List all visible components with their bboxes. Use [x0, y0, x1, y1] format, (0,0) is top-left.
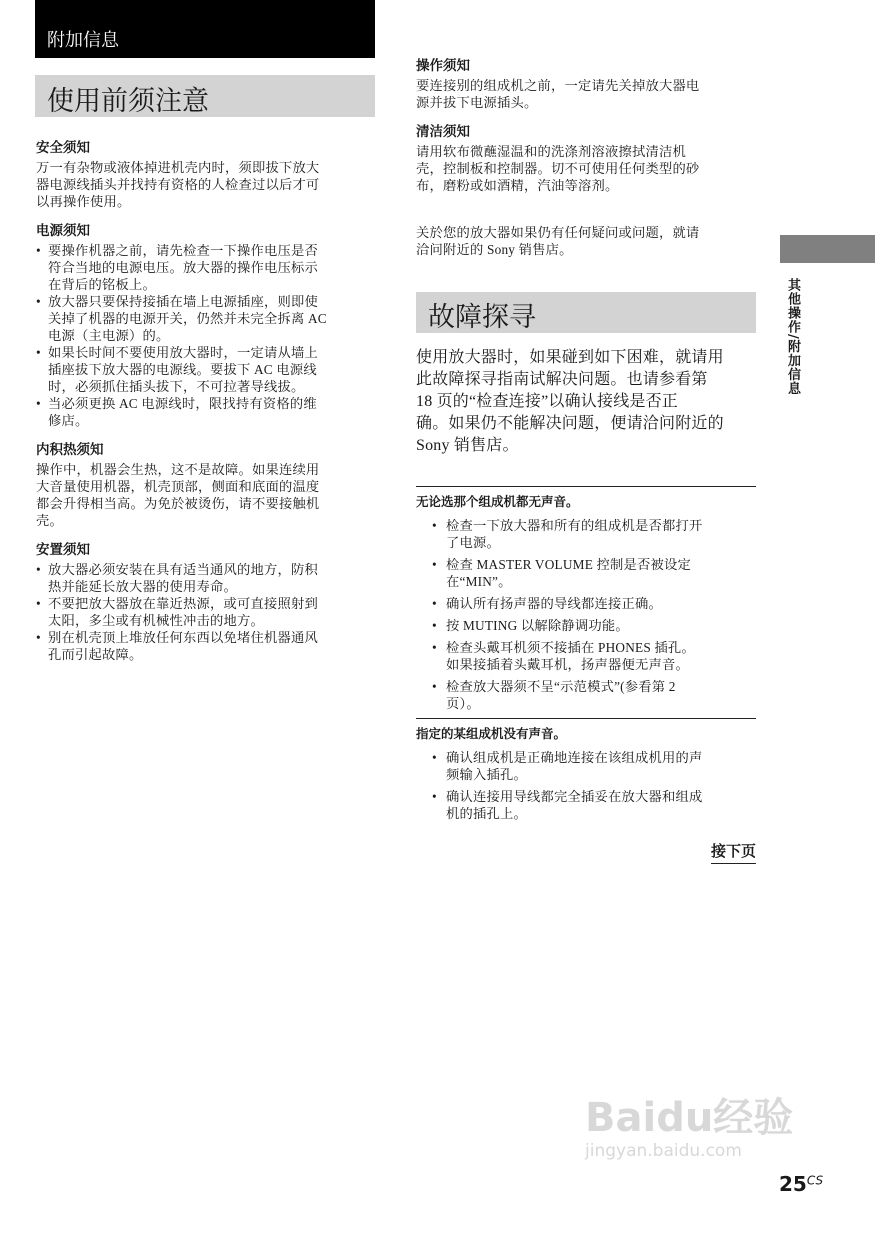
watermark-url: jingyan.baidu.com [585, 1141, 742, 1161]
side-tab [780, 235, 875, 263]
solution-list [416, 749, 756, 822]
left-column [36, 139, 376, 675]
side-tab-label: 其他操作/附加信息 [785, 278, 800, 396]
notice-heading: 电源须知 [36, 223, 90, 239]
notice-section [36, 541, 376, 663]
right-column-notes [416, 57, 761, 206]
page-title: 使用前须注意 [47, 86, 209, 117]
problem-block [416, 718, 756, 822]
notice-body: 万一有杂物或液体掉进机壳内时，须即拔下放大 器电源线插头并找持有资格的人检查过以后才可 以再操作使用。 [36, 160, 320, 209]
page-number: $25^{CS}$ [779, 1172, 824, 1196]
solution-item: • 确认所有扬声器的导线都连接正确。 [432, 595, 756, 612]
notice-body: 请用软布微蘸湿温和的洗涤剂溶液擦拭清洁机 壳，控制板和控制器。切不可使用任何类型的砂 布，磨粉或如酒精，汽油等溶剂。 [416, 144, 700, 193]
contact-note: 关於您的放大器如果仍有任何疑问或问题，就请 洽问附近的 Sony 销售店。 [416, 225, 700, 257]
solution-item: • 确认连接用导线都完全插妥在放大器和组成 机的插孔上。 [432, 788, 756, 822]
notice-heading: 安置须知 [36, 542, 90, 558]
troubleshoot-intro: 使用放大器时，如果碰到如下困难，就请用 此故障探寻指南试解决问题。也请参看第 18 页的“检查连接”以确认接线是否正 确。如果仍不能解决问题，便请洽问附近的 Sony 销售店。 [416, 349, 724, 454]
solution-item: • 检查头戴耳机须不接插在 PHONES 插孔。 如果接插着头戴耳机，扬声器便无声音。 [432, 639, 756, 673]
problem-block [416, 486, 756, 712]
list-item: • 放大器必须安装在具有适当通风的地方，防积 热并能延长放大器的使用寿命。 [36, 561, 376, 595]
troubleshoot-list [416, 486, 756, 822]
solution-item: • 检查放大器须不呈“示范模式”(参看第 2 页）。 [432, 678, 756, 712]
troubleshoot-title: 故障探寻 [428, 302, 536, 333]
solution-list [416, 517, 756, 712]
notice-bullets [36, 242, 376, 429]
notice-section [416, 57, 761, 111]
continued-row [416, 840, 756, 864]
notice-section [36, 222, 376, 429]
list-item: • 要操作机器之前，请先检查一下操作电压是否 符合当地的电源电压。放大器的操作电压标示 在背后的铭板上。 [36, 242, 376, 293]
solution-item: • 检查 MASTER VOLUME 控制是否被设定 在“MIN”。 [432, 556, 756, 590]
page-title-box [35, 75, 375, 117]
solution-item: • 确认组成机是正确地连接在该组成机用的声 频输入插孔。 [432, 749, 756, 783]
solution-item: • 按 MUTING 以解除静调功能。 [432, 617, 756, 634]
list-item: • 放大器只要保持接插在墙上电源插座，则即使 关掉了机器的电源开关，仍然并未完全拆离 AC 电源（主电源）的。 [36, 293, 376, 344]
notice-section [36, 139, 376, 210]
troubleshoot-title-box [416, 292, 756, 333]
troubleshoot-area [416, 486, 756, 864]
notice-heading: 安全须知 [36, 140, 90, 156]
continued-link[interactable] [711, 840, 756, 864]
continued-label: 接下页 [710, 842, 756, 860]
watermark-logo-text: Baidu经验 [585, 1095, 794, 1141]
watermark [585, 1095, 793, 1161]
notice-body: 要连接别的组成机之前，一定请先关掉放大器电 源并拔下电源插头。 [416, 78, 700, 110]
notice-section [416, 123, 761, 194]
list-item: • 别在机壳顶上堆放任何东西以免堵住机器通风 孔而引起故障。 [36, 629, 376, 663]
notice-heading: 操作须知 [416, 58, 470, 74]
section-header-bar [35, 0, 375, 58]
notice-heading: 内积热须知 [36, 442, 104, 458]
list-item: • 不要把放大器放在靠近热源，或可直接照射到 太阳，多尘或有机械性冲击的地方。 [36, 595, 376, 629]
notice-heading: 清洁须知 [416, 124, 470, 140]
list-item: • 如果长时间不要使用放大器时，一定请从墙上 插座拔下放大器的电源线。要拔下 AC 电源线 时，必须抓住插头拔下，不可拉著导线拔。 [36, 344, 376, 395]
problem-symptom: 指定的某组成机没有声音。 [416, 726, 567, 741]
notice-bullets [36, 561, 376, 663]
list-item: • 当必须更换 AC 电源线时，限找持有资格的维 修店。 [36, 395, 376, 429]
solution-item: • 检查一下放大器和所有的组成机是否都打开 了电源。 [432, 517, 756, 551]
notice-section [36, 441, 376, 529]
section-label: 附加信息 [47, 30, 119, 51]
notice-body: 操作中，机器会生热，这不是故障。如果连续用 大音量使用机器，机壳顶部，侧面和底面的温度 都会升得相当高。为免於被烫伤，请不要接触机 壳。 [36, 462, 320, 528]
problem-symptom: 无论选那个组成机都无声音。 [416, 494, 579, 509]
